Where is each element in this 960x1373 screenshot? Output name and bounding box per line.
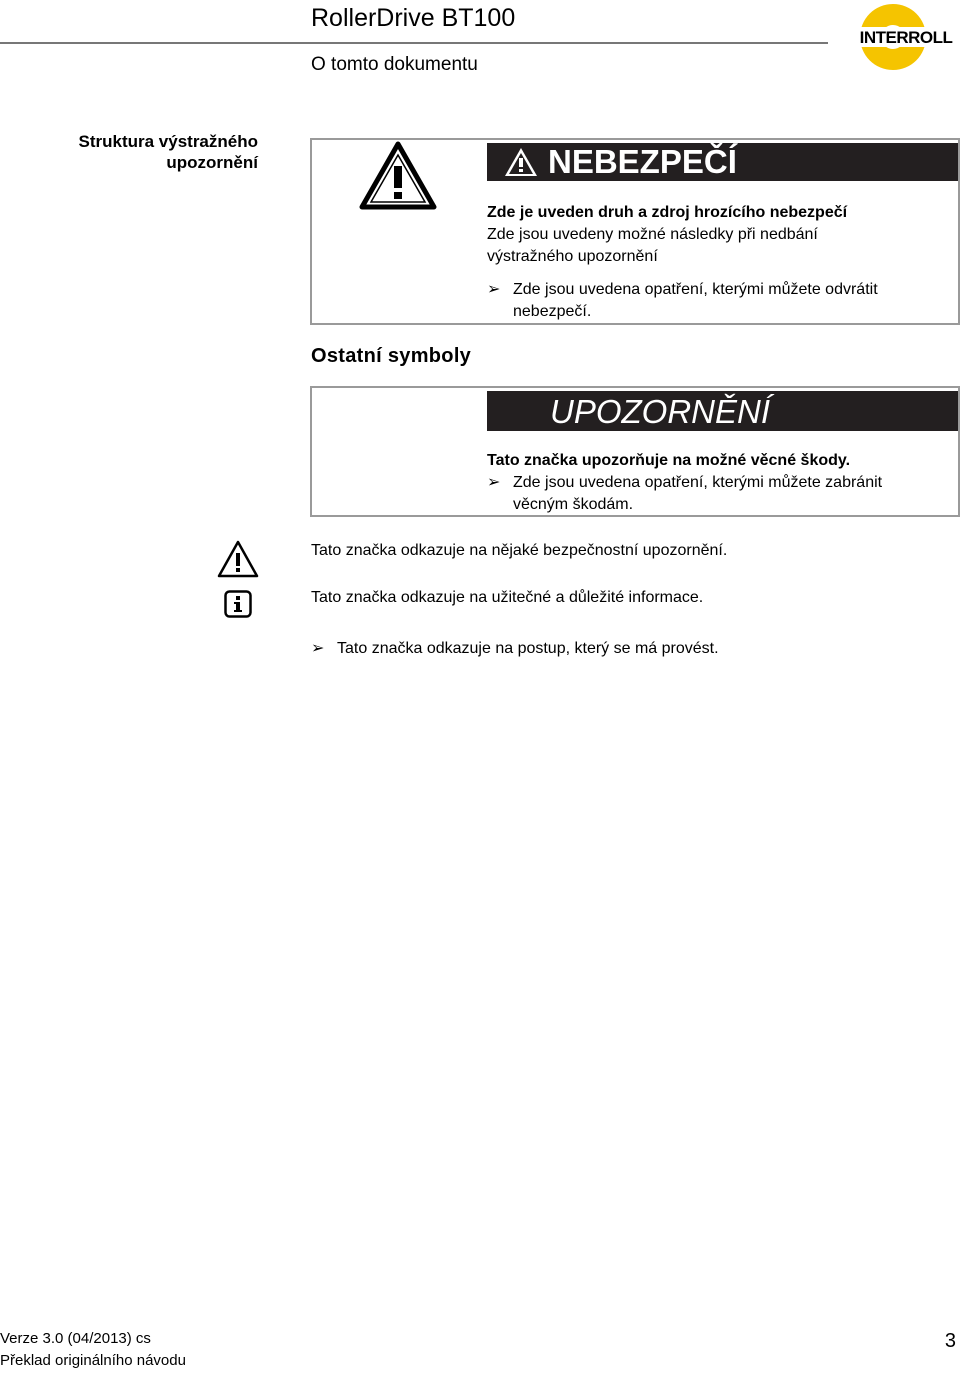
action-item: [487, 279, 878, 301]
hazard-source-text: Zde je uveden druh a zdroj hrozícího nebezpečí: [487, 204, 848, 221]
notice-action-item: [487, 472, 882, 494]
danger-title-bar: [487, 143, 958, 181]
header-rule: [0, 42, 828, 44]
info-symbol-text: Tato značka odkazuje na užitečné a důležité informace.: [311, 589, 704, 606]
consequences-line-1: Zde jsou uvedeny možné následky při nedbání: [487, 226, 818, 243]
danger-title: NEBEZPEČÍ: [548, 143, 737, 180]
footer-version: Verze 3.0 (04/2013) cs: [0, 1330, 151, 1347]
procedure-item: [311, 638, 719, 660]
large-warning-triangle-icon: [359, 141, 437, 211]
section-subtitle: O tomto dokumentu: [311, 54, 478, 75]
logo-text: INTERROLL: [859, 28, 953, 47]
notice-title-bar: [487, 391, 958, 431]
consequences-line-2: výstražného upozornění: [487, 248, 658, 265]
procedure-symbol-text: Tato značka odkazuje na postup, který se má provést.: [337, 640, 719, 657]
footer-translation: Překlad originálního návodu: [0, 1352, 186, 1369]
info-icon: [224, 590, 252, 618]
action-line-1: Zde jsou uvedena opatření, kterými můžete odvrátit: [513, 281, 878, 298]
safety-symbol-text: Tato značka odkazuje na nějaké bezpečnostní upozornění.: [311, 542, 728, 559]
interroll-logo: [852, 2, 958, 72]
arrow-bullet-icon: ➢: [487, 474, 501, 491]
arrow-bullet-icon: ➢: [311, 640, 325, 657]
page-number: 3: [944, 1330, 956, 1352]
safety-warning-icon: [217, 540, 259, 578]
label-line-2: upozornění: [166, 153, 258, 172]
notice-action-line-1: Zde jsou uvedena opatření, kterými můžete zabránit: [513, 474, 883, 491]
other-symbols-heading: Ostatní symboly: [311, 345, 472, 367]
danger-warning-icon: [503, 146, 539, 178]
notice-title: UPOZORNĚNÍ: [550, 393, 771, 430]
action-line-2: nebezpečí.: [513, 303, 592, 320]
document-title: RollerDrive BT100: [311, 4, 516, 32]
label-line-1: Struktura výstražného: [78, 132, 258, 151]
warning-structure-label: [0, 131, 258, 173]
arrow-bullet-icon: ➢: [487, 281, 501, 298]
notice-text: Tato značka upozorňuje na možné věcné škody.: [487, 452, 851, 469]
notice-action-line-2: věcným škodám.: [513, 496, 634, 513]
